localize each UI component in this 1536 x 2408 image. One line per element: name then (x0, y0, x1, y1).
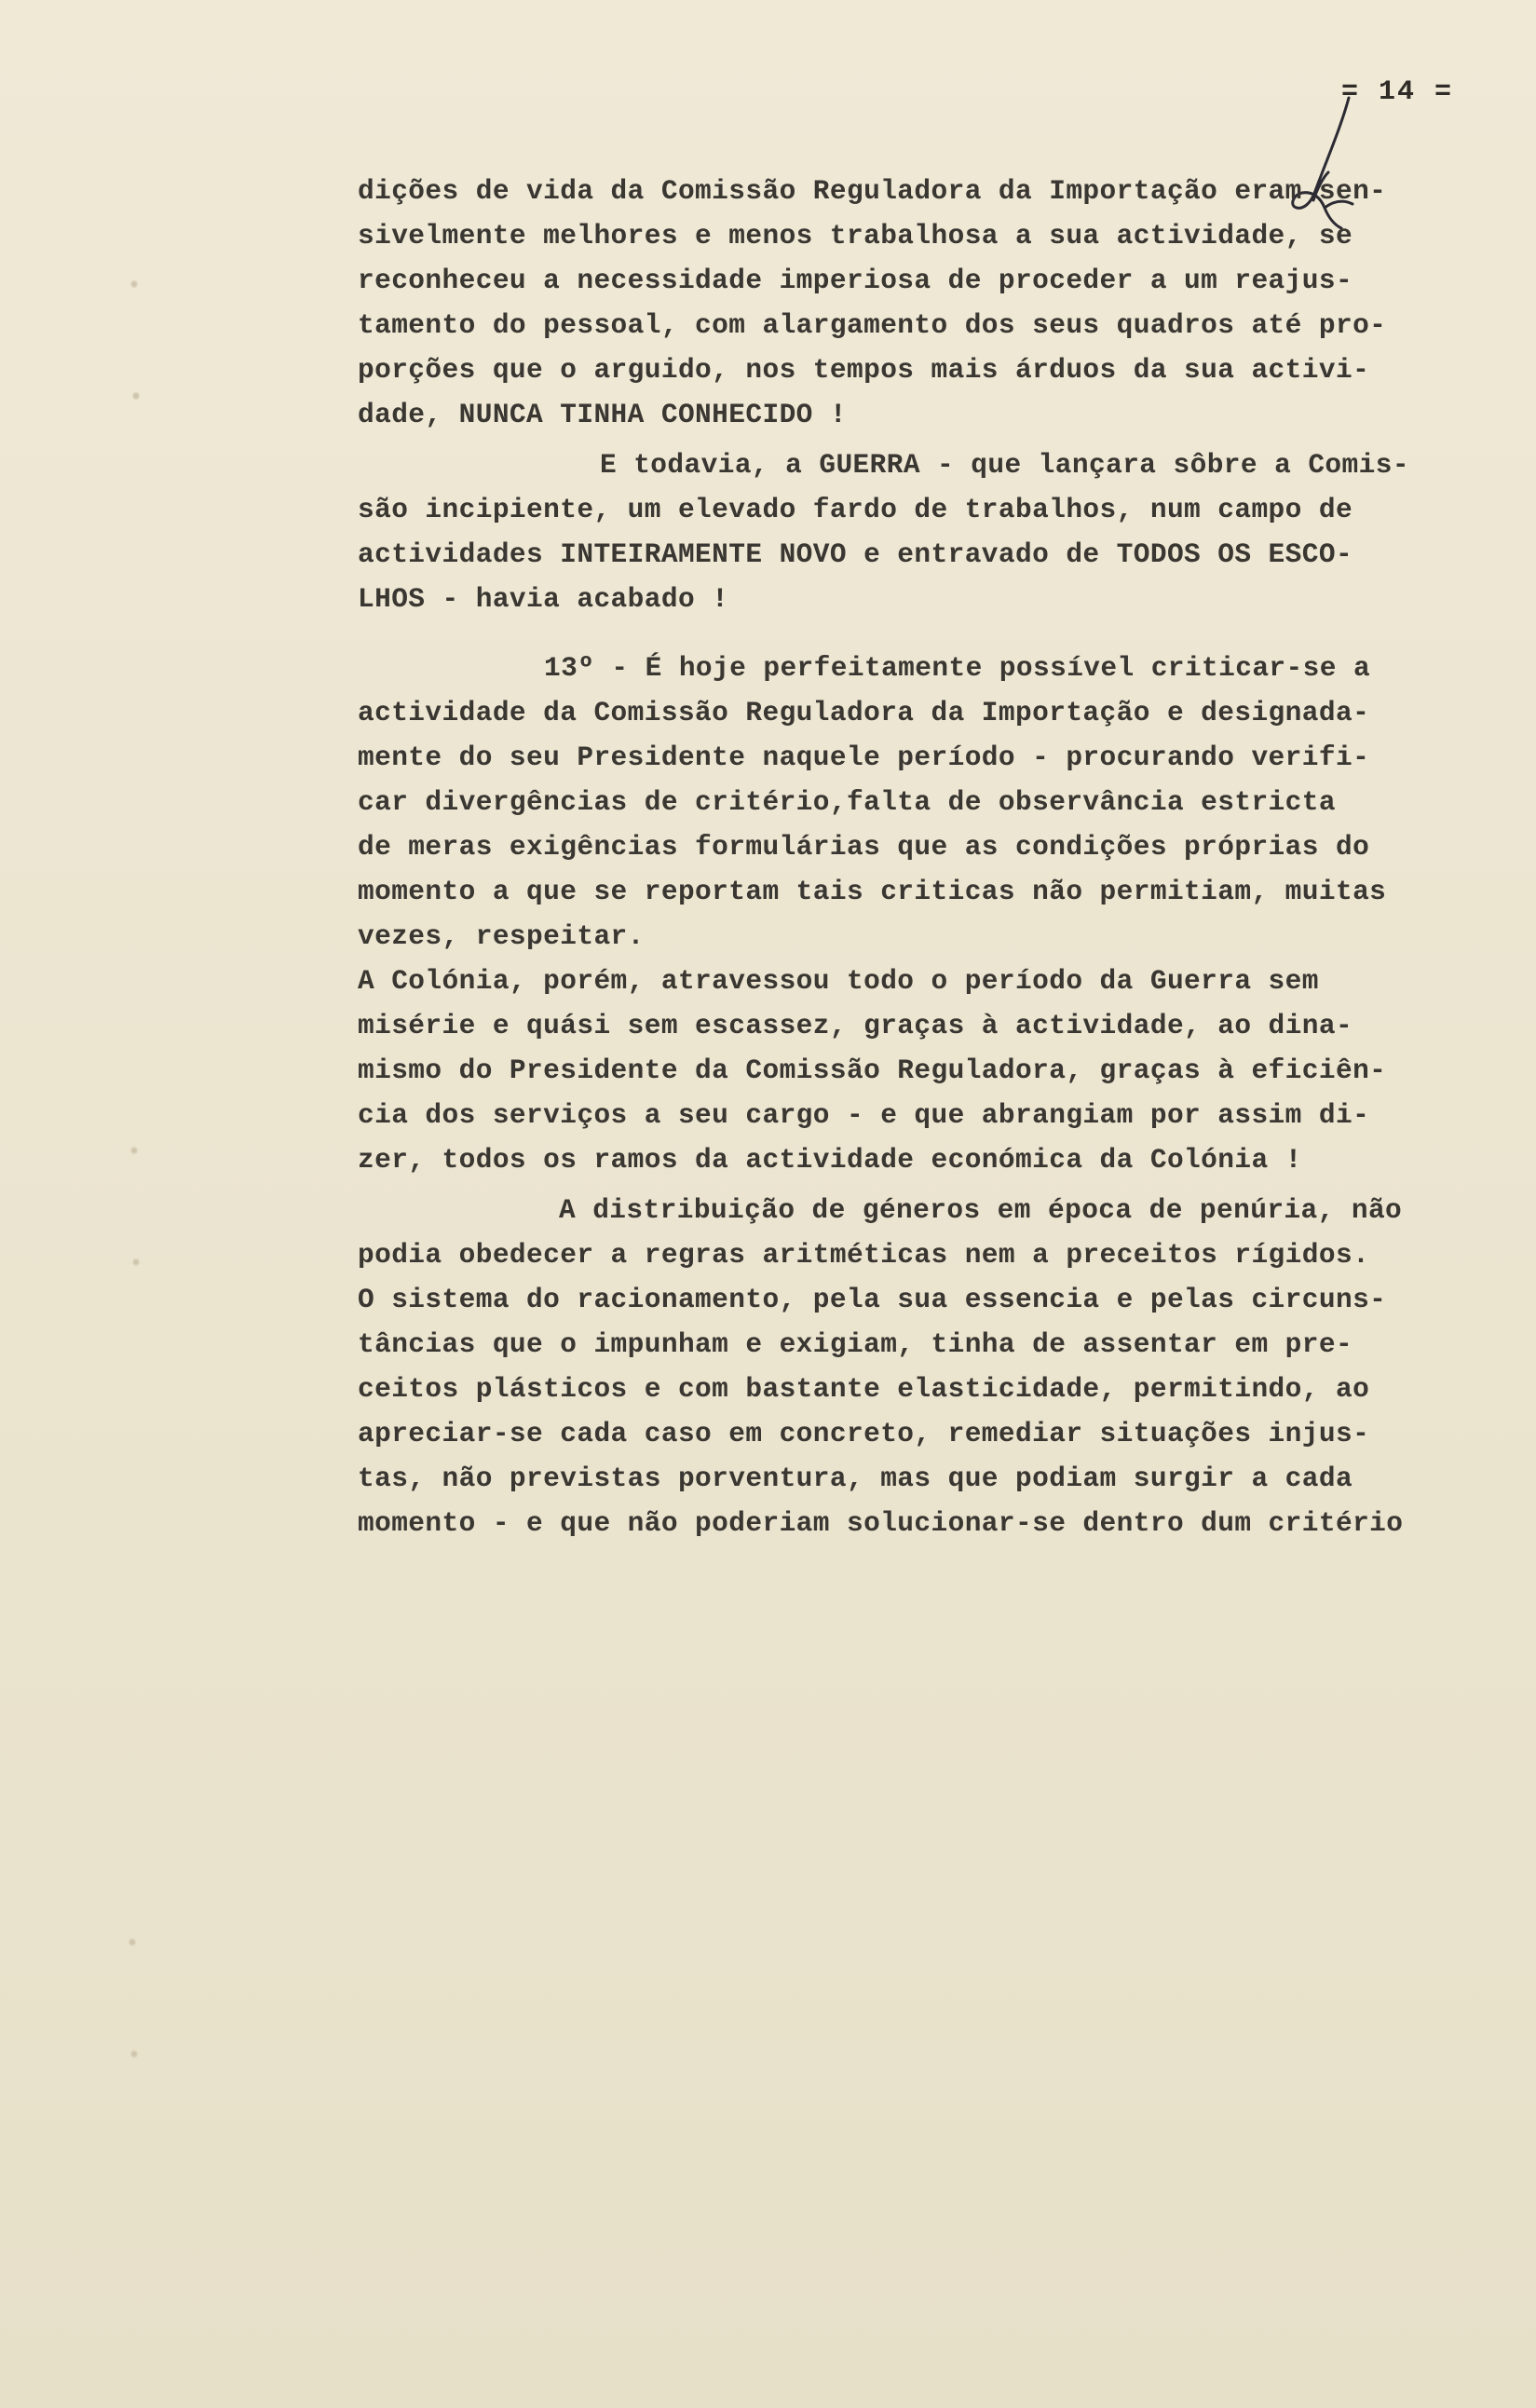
text-line: mente do seu Presidente naquele período - procurando verifi- (358, 741, 1370, 773)
text-line: tamento do pessoal, com alargamento dos seus quadros até pro- (358, 309, 1387, 341)
text-line: tas, não previstas porventura, mas que podiam surgir a cada (358, 1462, 1353, 1494)
page-number: = 14 = (1341, 76, 1454, 108)
text-line: vezes, respeitar. (358, 920, 645, 952)
binding-hole-mark (130, 1146, 138, 1155)
text-line: actividade da Comissão Reguladora da Importação e designada- (358, 697, 1370, 728)
text-line: A Colónia, porém, atravessou todo o período da Guerra sem (358, 965, 1319, 997)
text-line: momento - e que não poderiam solucionar-se dentro dum critério (358, 1507, 1404, 1539)
text-line: de meras exigências formulárias que as condições próprias do (358, 831, 1370, 863)
binding-hole-mark (132, 1258, 140, 1267)
text-line: A distribuição de géneros em época de penúria, não (559, 1194, 1403, 1226)
binding-hole-mark (130, 279, 138, 289)
binding-hole-mark (132, 391, 140, 401)
text-line: tâncias que o impunham e exigiam, tinha de assentar em pre- (358, 1328, 1353, 1360)
text-line: apreciar-se cada caso em concreto, remediar situações injus- (358, 1418, 1370, 1449)
binding-hole-mark (129, 1938, 136, 1947)
text-line: O sistema do racionamento, pela sua essencia e pelas circuns- (358, 1284, 1387, 1315)
text-line: LHOS - havia acabado ! (358, 583, 729, 615)
text-line: mismo do Presidente da Comissão Reguladora, graças à eficiên- (358, 1054, 1387, 1086)
text-line: ceitos plásticos e com bastante elasticidade, permitindo, ao (358, 1373, 1370, 1405)
binding-hole-mark (130, 2049, 138, 2059)
text-line: zer, todos os ramos da actividade económica da Colónia ! (358, 1144, 1302, 1176)
text-line: sivelmente melhores e menos trabalhosa a sua actividade, se (358, 220, 1353, 252)
text-line: reconheceu a necessidade imperiosa de proceder a um reajus- (358, 265, 1353, 296)
text-line: dições de vida da Comissão Reguladora da Importação eram sen- (358, 175, 1387, 207)
text-line: E todavia, a GUERRA - que lançara sôbre a Comis- (600, 449, 1409, 481)
text-line: actividades INTEIRAMENTE NOVO e entravado de TODOS OS ESCO- (358, 538, 1353, 570)
text-line: são incipiente, um elevado fardo de trabalhos, num campo de (358, 494, 1353, 525)
text-line: car divergências de critério,falta de observância estricta (358, 786, 1336, 818)
section-heading-line: 13º - É hoje perfeitamente possível criticar-se a (544, 652, 1371, 684)
text-line: momento a que se reportam tais criticas não permitiam, muitas (358, 876, 1387, 907)
text-line: podia obedecer a regras aritméticas nem a preceitos rígidos. (358, 1239, 1370, 1271)
text-line: cia dos serviços a seu cargo - e que abrangiam por assim di- (358, 1099, 1370, 1131)
text-line: misérie e quási sem escassez, graças à actividade, ao dina- (358, 1010, 1353, 1041)
text-line: porções que o arguido, nos tempos mais árduos da sua activi- (358, 354, 1370, 386)
text-line: dade, NUNCA TINHA CONHECIDO ! (358, 399, 847, 430)
